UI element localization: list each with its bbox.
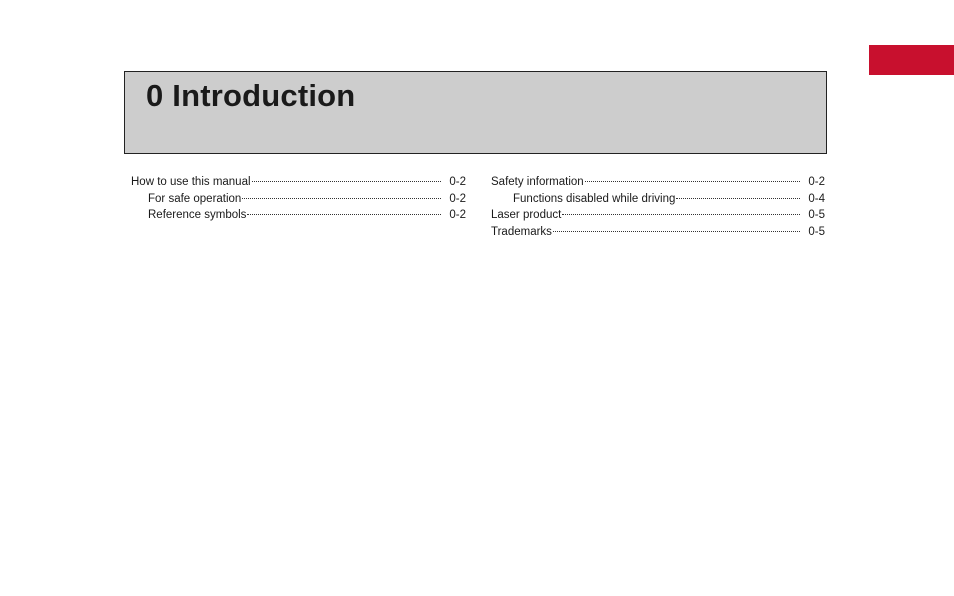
toc-entry-label: Functions disabled while driving	[513, 192, 676, 205]
toc-entry-page: 0-2	[449, 192, 466, 205]
toc-entry-page: 0-2	[449, 176, 466, 188]
chapter-header	[124, 71, 827, 154]
toc-entry-label: Trademarks	[491, 225, 552, 238]
toc-column-right	[491, 174, 825, 240]
toc-column-left	[131, 174, 466, 224]
toc-entry[interactable]	[491, 224, 825, 241]
toc-entry[interactable]	[131, 174, 466, 191]
toc-leader-dots	[252, 181, 442, 182]
toc-entry-page: 0-4	[808, 192, 825, 205]
toc-entry-label: How to use this manual	[131, 176, 251, 188]
chapter-title: 0 Introduction	[146, 78, 356, 113]
toc-leader-dots	[242, 198, 441, 199]
toc-entry-label: Safety information	[491, 176, 584, 188]
toc-leader-dots	[553, 231, 800, 232]
toc-entry[interactable]	[131, 191, 466, 208]
toc-entry[interactable]	[131, 207, 466, 224]
toc-entry[interactable]	[491, 207, 825, 224]
chapter-tab-marker	[869, 45, 954, 75]
toc-entry-page: 0-2	[449, 209, 466, 221]
toc-entry-page: 0-2	[808, 176, 825, 188]
toc-entry-label: For safe operation	[148, 192, 242, 205]
toc-leader-dots	[676, 198, 800, 199]
toc-leader-dots	[247, 214, 441, 215]
toc-entry[interactable]	[491, 174, 825, 191]
toc-entry[interactable]	[491, 191, 825, 208]
toc-entry-page: 0-5	[808, 225, 825, 238]
toc-entry-page: 0-5	[808, 209, 825, 221]
toc-leader-dots	[585, 181, 801, 182]
toc-leader-dots	[562, 214, 800, 215]
toc-entry-label: Reference symbols	[148, 209, 247, 221]
toc-entry-label: Laser product	[491, 209, 562, 221]
